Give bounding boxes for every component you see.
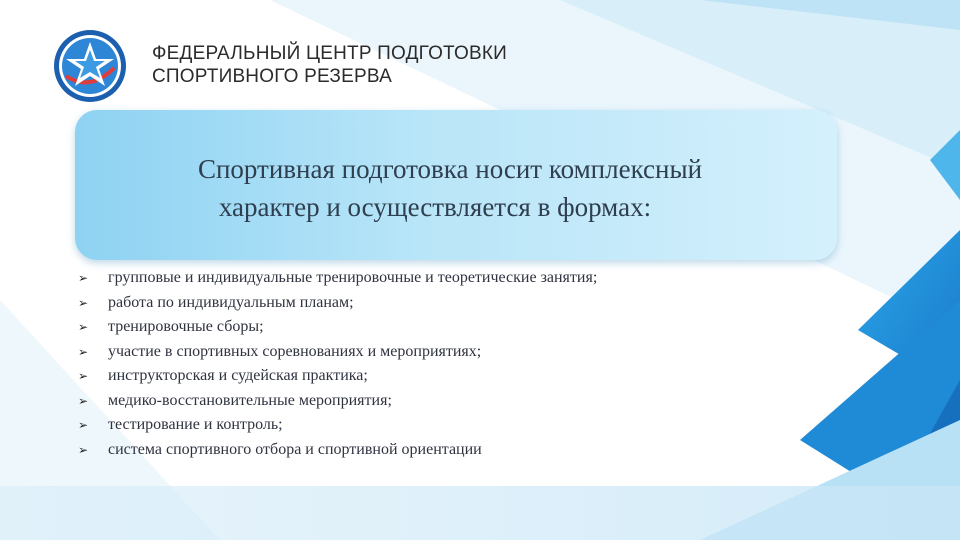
list-item [78, 340, 597, 365]
arrow-bullet-icon: ➢ [78, 271, 89, 286]
organization-title [152, 42, 507, 88]
list-item [78, 389, 597, 414]
forms-list [78, 266, 597, 462]
bottom-band [0, 486, 960, 540]
list-item [78, 315, 597, 340]
arrow-bullet-icon: ➢ [78, 295, 89, 310]
organization-title-line1: ФЕДЕРАЛЬНЫЙ ЦЕНТР ПОДГОТОВКИ [152, 43, 507, 64]
arrow-bullet-icon: ➢ [78, 393, 89, 408]
list-item-text: система спортивного отбора и спортивной ориентации [108, 440, 482, 458]
list-item [78, 266, 597, 291]
list-item-text: тренировочные сборы; [108, 318, 264, 336]
arrow-bullet-icon: ➢ [78, 344, 89, 359]
list-item [78, 413, 597, 438]
list-item-text: инструкторская и судейская практика; [108, 367, 368, 385]
star-emblem-icon [52, 28, 128, 104]
arrow-bullet-icon: ➢ [78, 418, 89, 433]
heading-box [75, 110, 837, 260]
list-item [78, 291, 597, 316]
arrow-bullet-icon: ➢ [78, 369, 89, 384]
heading-line1: Спортивная подготовка носит комплексный [197, 154, 703, 184]
heading-line2: характер и осуществляется в формах: [218, 192, 652, 222]
arrow-bullet-icon: ➢ [78, 320, 89, 335]
heading-text [75, 150, 837, 226]
list-item-text: работа по индивидуальным планам; [108, 293, 354, 311]
list-item-text: участие в спортивных соревнованиях и мероприятиях; [108, 342, 482, 360]
list-item [78, 438, 597, 463]
list-item [78, 364, 597, 389]
organization-title-line2: СПОРТИВНОГО РЕЗЕРВА [152, 66, 392, 87]
list-item-text: групповые и индивидуальные тренировочные и теоретические занятия; [108, 269, 598, 287]
list-item-text: тестирование и контроль; [108, 416, 283, 434]
arrow-bullet-icon: ➢ [78, 442, 89, 457]
list-item-text: медико-восстановительные мероприятия; [108, 391, 392, 409]
